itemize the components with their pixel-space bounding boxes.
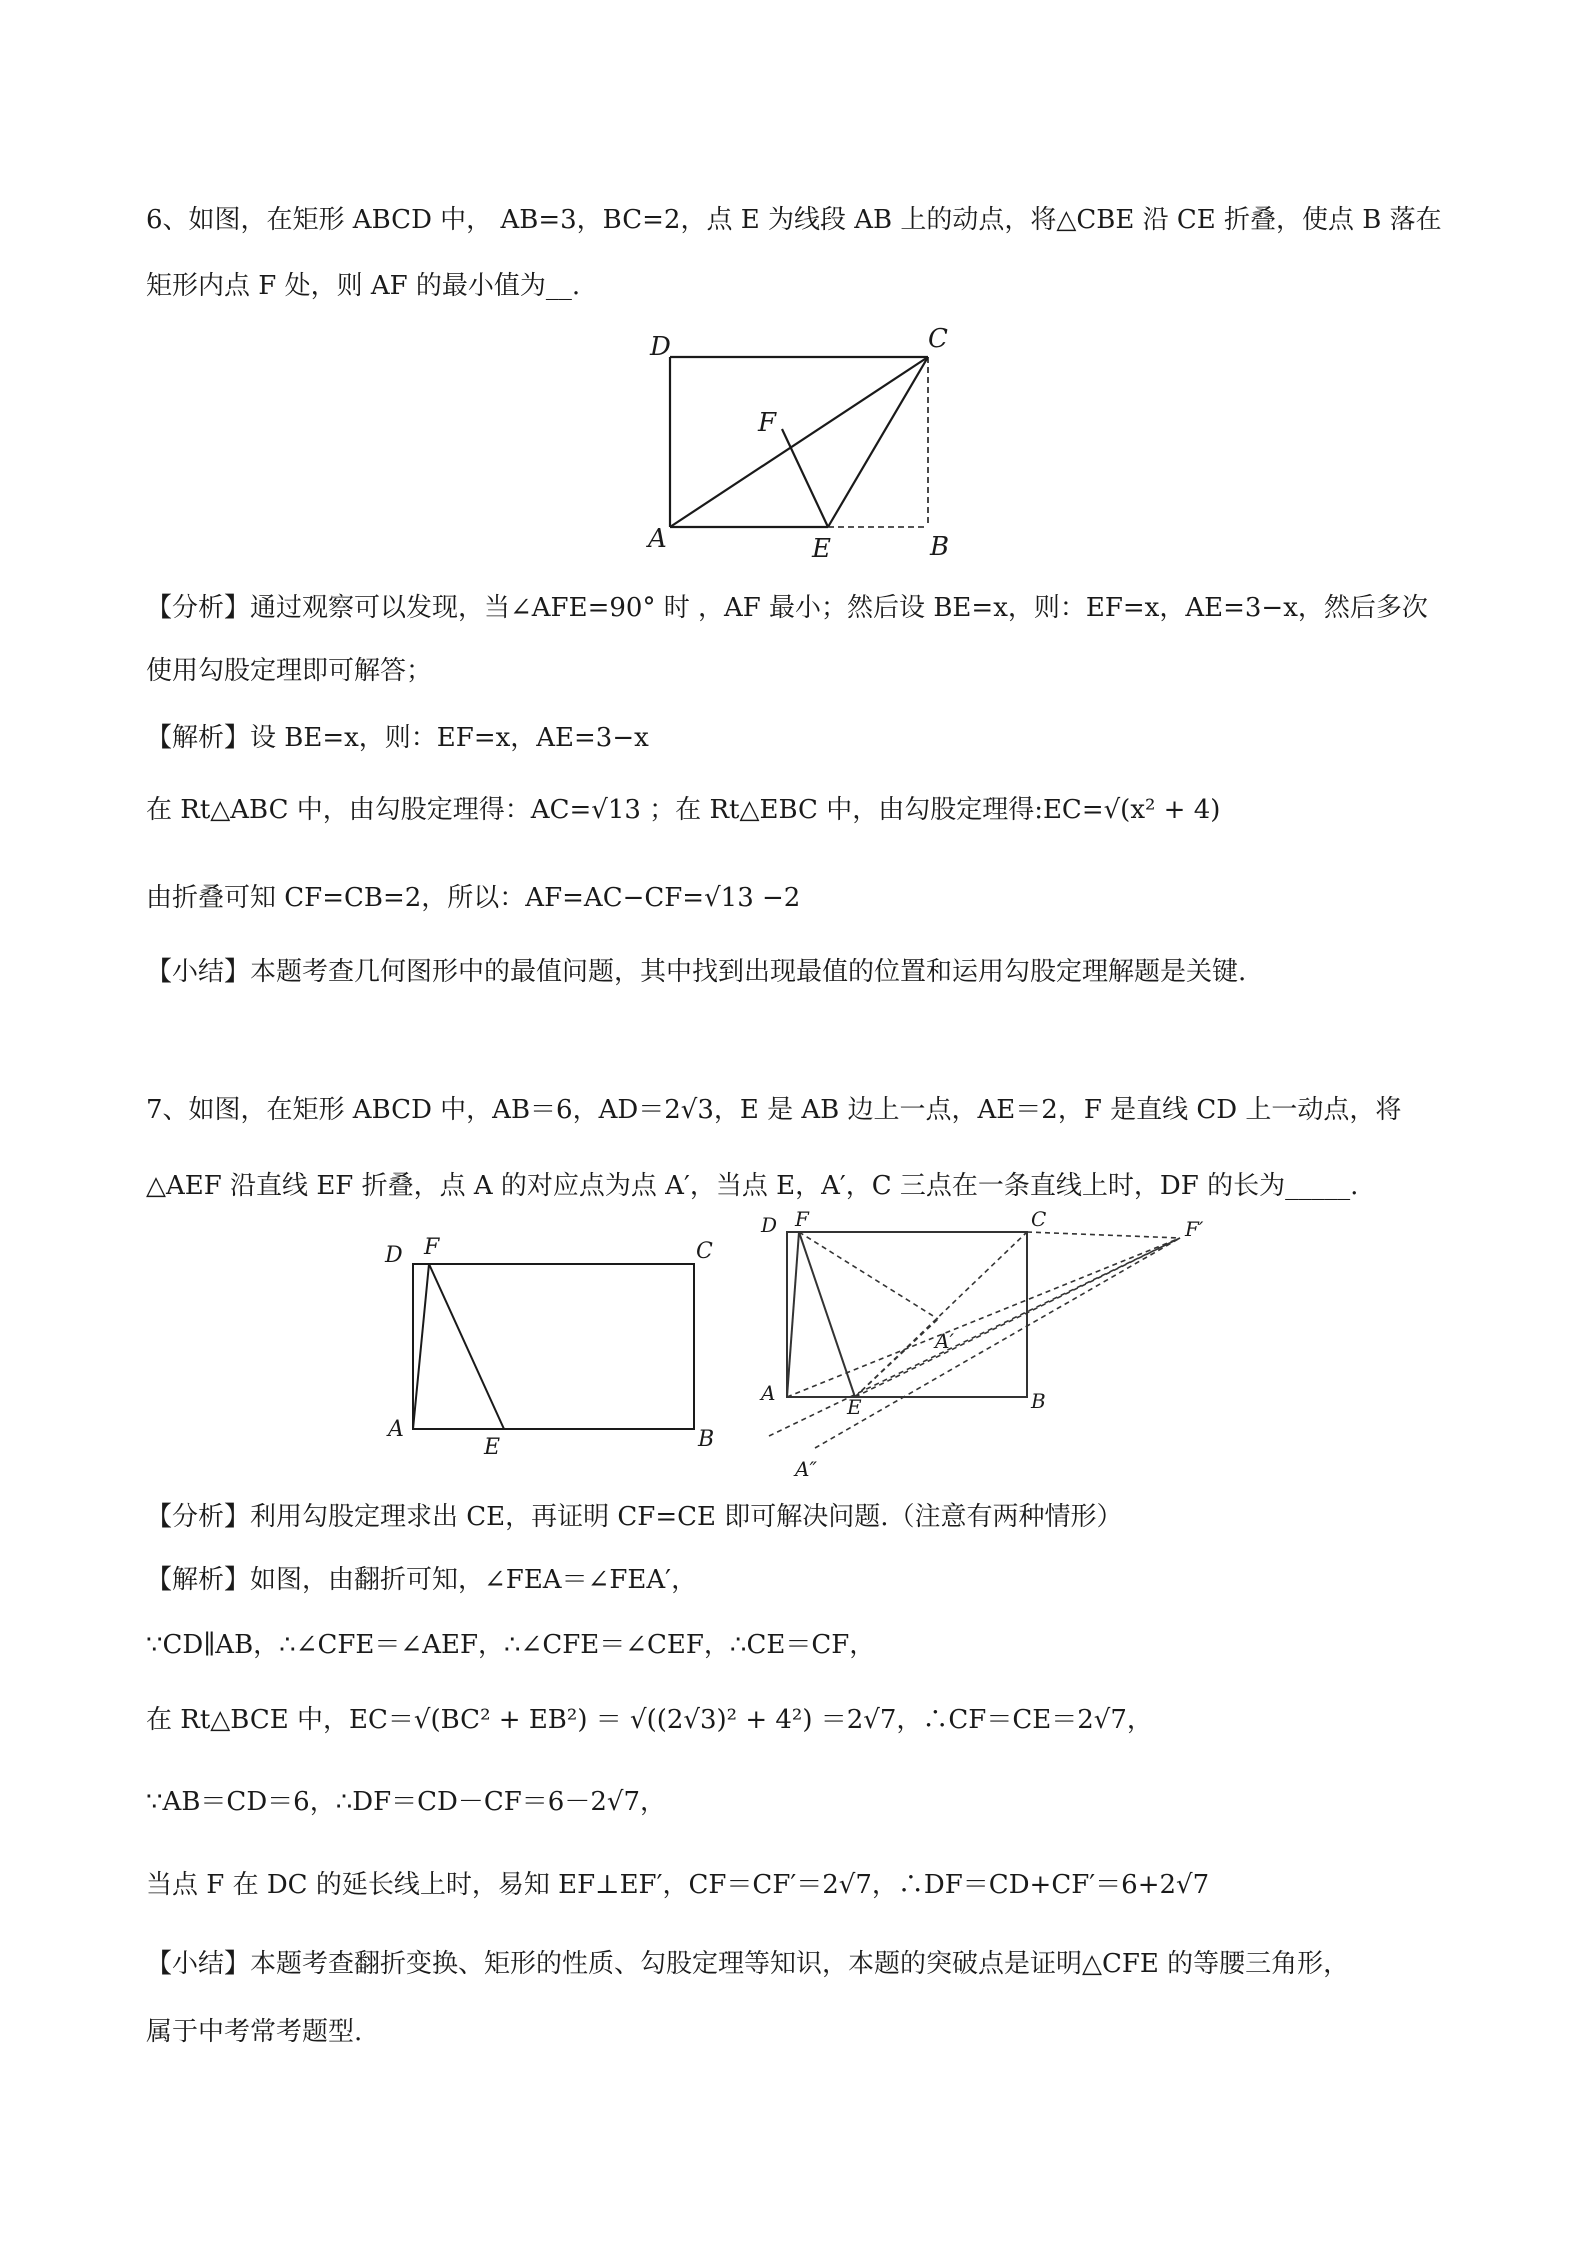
- p7f2-label-b: B: [1031, 1389, 1046, 1413]
- p7-solution-line-3: 在 Rt△BCE 中，EC＝√(BC² + EB²) ＝ √((2√3)² + 4²) ＝2√7，∴CF＝CE＝2√7，: [146, 1705, 1153, 1735]
- p7-analysis: 【分析】利用勾股定理求出 CE，再证明 CF=CE 即可解决问题.（注意有两种情形）: [146, 1502, 1123, 1532]
- p6-solution-line-3: 由折叠可知 CF=CB=2，所以：AF=AC−CF=√13 −2: [146, 883, 801, 913]
- p7-solution-line-4: ∵AB＝CD＝6，∴DF＝CD－CF＝6－2√7，: [146, 1787, 667, 1817]
- p7f1-label-f: F: [424, 1235, 440, 1260]
- p6-solution-line-2: 在 Rt△ABC 中，由勾股定理得：AC=√13 ；在 Rt△EBC 中，由勾股定理得:EC=√(x² + 4): [146, 795, 1221, 825]
- p7f2-label-a: A: [761, 1381, 776, 1405]
- p7f2-label-aprime: A′: [935, 1329, 954, 1353]
- p6-label-d: D: [650, 332, 671, 362]
- p6-label-a: A: [648, 524, 667, 554]
- p7-question-line-2: △AEF 沿直线 EF 折叠，点 A 的对应点为点 A′，当点 E，A′，C 三点在一条直线上时，DF 的长为_____.: [146, 1171, 1359, 1201]
- p7f1-label-a: A: [388, 1417, 404, 1442]
- p6-label-f: F: [758, 408, 777, 438]
- p7-figure-1: [380, 1228, 730, 1468]
- p7f2-label-fprime: F′: [1185, 1217, 1204, 1241]
- p7f2-label-adoubleprime: A″: [795, 1457, 817, 1481]
- p7-figure-2: [755, 1208, 1225, 1493]
- p7f1-label-b: B: [698, 1427, 715, 1452]
- p7f2-label-c: C: [1031, 1208, 1047, 1231]
- p7-question-line-1: 7、如图，在矩形 ABCD 中，AB＝6，AD＝2√3，E 是 AB 边上一点，AE＝2，F 是直线 CD 上一动点，将: [146, 1095, 1402, 1125]
- p6-question-line-1: 6、如图，在矩形 ABCD 中， AB=3，BC=2，点 E 为线段 AB 上的动点，将△CBE 沿 CE 折叠，使点 B 落在: [146, 205, 1442, 235]
- p6-label-c: C: [928, 325, 948, 354]
- p7-solution-line-1: 【解析】如图，由翻折可知，∠FEA＝∠FEA′，: [146, 1565, 698, 1595]
- p7f2-label-e: E: [847, 1395, 862, 1419]
- p7f2-label-f: F: [795, 1208, 809, 1231]
- p7f2-label-d: D: [761, 1213, 778, 1237]
- p7-summary-line-2: 属于中考常考题型.: [146, 2017, 363, 2047]
- p6-label-e: E: [812, 534, 831, 564]
- p7-solution-line-5: 当点 F 在 DC 的延长线上时，易知 EF⊥EF′，CF＝CF′＝2√7，∴DF＝CD+CF′＝6+2√7: [146, 1870, 1210, 1900]
- p7-solution-line-2: ∵CD∥AB，∴∠CFE＝∠AEF，∴∠CFE＝∠CEF，∴CE＝CF，: [146, 1630, 876, 1660]
- p7-summary-line-1: 【小结】本题考查翻折变换、矩形的性质、勾股定理等知识，本题的突破点是证明△CFE 的等腰三角形，: [146, 1949, 1350, 1979]
- p7f1-label-e: E: [484, 1435, 501, 1460]
- p6-figure: [630, 325, 970, 565]
- p6-question-line-2: 矩形内点 F 处，则 AF 的最小值为__.: [146, 271, 581, 301]
- p6-summary: 【小结】本题考查几何图形中的最值问题，其中找到出现最值的位置和运用勾股定理解题是关键.: [146, 957, 1247, 987]
- p6-analysis-line-2: 使用勾股定理即可解答；: [146, 656, 433, 686]
- p6-solution-line-1: 【解析】设 BE=x，则：EF=x，AE=3−x: [146, 723, 649, 753]
- p7f1-label-d: D: [385, 1243, 403, 1268]
- p6-analysis-line-1: 【分析】通过观察可以发现，当∠AFE=90° 时 ，AF 最小；然后设 BE=x，则：EF=x，AE=3−x，然后多次: [146, 593, 1428, 623]
- p6-label-b: B: [930, 532, 950, 562]
- p7f1-label-c: C: [696, 1239, 713, 1264]
